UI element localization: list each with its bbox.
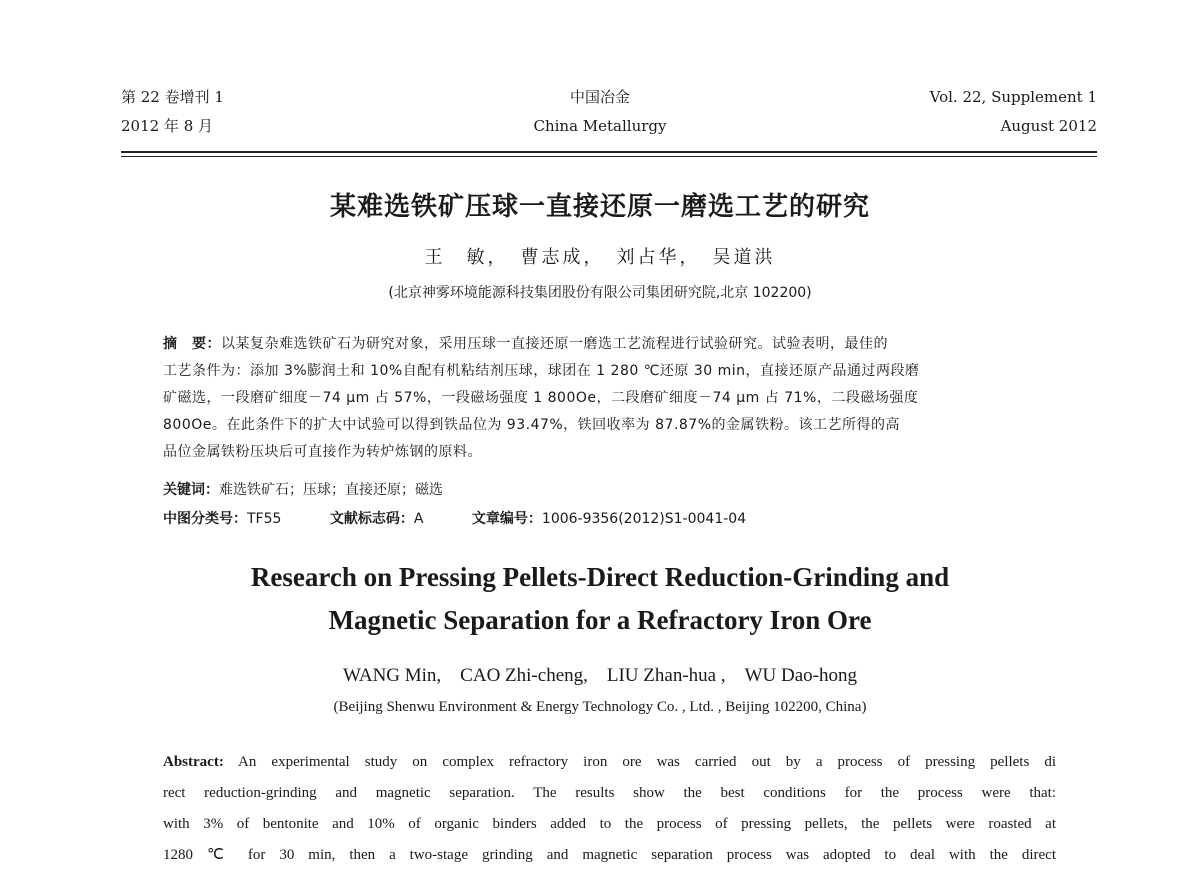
doc-code-value: A (413, 511, 424, 527)
abstract-cn-text: 以某复杂难选铁矿石为研究对象，采用压球一直接还原一磨选工艺流程进行试验研究。试验表明，最佳的 (221, 336, 888, 352)
header-date-en: August 2012 (1000, 117, 1097, 135)
article-number-label: 文章编号： (471, 511, 542, 527)
abstract-en-label: Abstract: (163, 754, 224, 770)
abstract-cn-line: 工艺条件为：添加 3%膨润土和 10%自配有机粘结剂压球，球团在 1 280 ℃还原 30 min，直接还原产品通过两段磨 (163, 363, 920, 379)
abstract-en (163, 747, 1056, 871)
abstract-cn-line: 矿磁选，一段磨矿细度－74 μm 占 57%，一段磁场强度 1 800Oe，二段磨矿细度－74 μm 占 71%，二段磁场强度 (163, 390, 919, 406)
paper-title-en (0, 556, 1200, 642)
keywords-cn-text: 难选铁矿石；压球；直接还原；磁选 (219, 482, 443, 498)
abstract-en-line: with 3% of bentonite and 10% of organic binders added to the process of pressing pellets, the pellets were roasted at (163, 816, 1056, 832)
authors-cn: 王 敏， 曹志成， 刘占华， 吴道洪 (424, 247, 776, 268)
paper-title-cn: 某难选铁矿压球一直接还原一磨选工艺的研究 (329, 192, 870, 222)
clc-label: 中图分类号： (163, 511, 247, 527)
abstract-cn-label: 摘 要： (163, 336, 221, 352)
abstract-cn (163, 331, 1056, 466)
keywords-cn (163, 480, 1056, 500)
affiliation-cn: (北京神雾环境能源科技集团股份有限公司集团研究院,北京 102200) (388, 285, 812, 301)
authors-en: WANG Min, CAO Zhi-cheng, LIU Zhan-hua , WU Dao-hong (343, 665, 857, 686)
header-rule-thin (121, 156, 1097, 157)
abstract-cn-line: 品位金属铁粉压块后可直接作为转炉炼钢的原料。 (163, 444, 482, 460)
header-volume-en: Vol. 22, Supplement 1 (929, 88, 1097, 106)
header-journal-en: China Metallurgy (533, 117, 667, 135)
abstract-en-line: rect reduction-grinding and magnetic separation. The results show the best conditions for the process were that: (163, 785, 1056, 801)
header-date-cn: 2012 年 8 月 (121, 117, 214, 135)
paper-title-en-line2: Magnetic Separation for a Refractory Iron Ore (328, 605, 872, 635)
classification-line (163, 509, 1056, 529)
abstract-cn-line (163, 331, 1056, 358)
clc-value: TF55 (247, 511, 282, 527)
affiliation-en: (Beijing Shenwu Environment & Energy Technology Co. , Ltd. , Beijing 102200, China) (333, 699, 867, 715)
abstract-en-text: An experimental study on complex refractory iron ore was carried out by a process of pressing pellets di (223, 754, 1056, 770)
abstract-cn-line: 800Oe。在此条件下的扩大中试验可以得到铁品位为 93.47%，铁回收率为 87.87%的金属铁粉。该工艺所得的高 (163, 417, 901, 433)
abstract-en-line (163, 747, 1056, 778)
header-journal-cn: 中国冶金 (569, 88, 630, 106)
keywords-cn-label: 关键词： (163, 482, 219, 498)
paper-title-en-line1: Research on Pressing Pellets-Direct Reduction-Grinding and (250, 562, 950, 592)
abstract-en-line: 1280 ℃ for 30 min, then a two-stage grinding and magnetic separation process was adopted to deal with the direct (163, 847, 1056, 863)
article-number-value: 1006-9356(2012)S1-0041-04 (541, 511, 747, 527)
header-volume-cn: 第 22 卷增刊 1 (121, 88, 224, 106)
header-rule-thick (121, 151, 1097, 153)
doc-code-label: 文献标志码： (329, 511, 414, 527)
